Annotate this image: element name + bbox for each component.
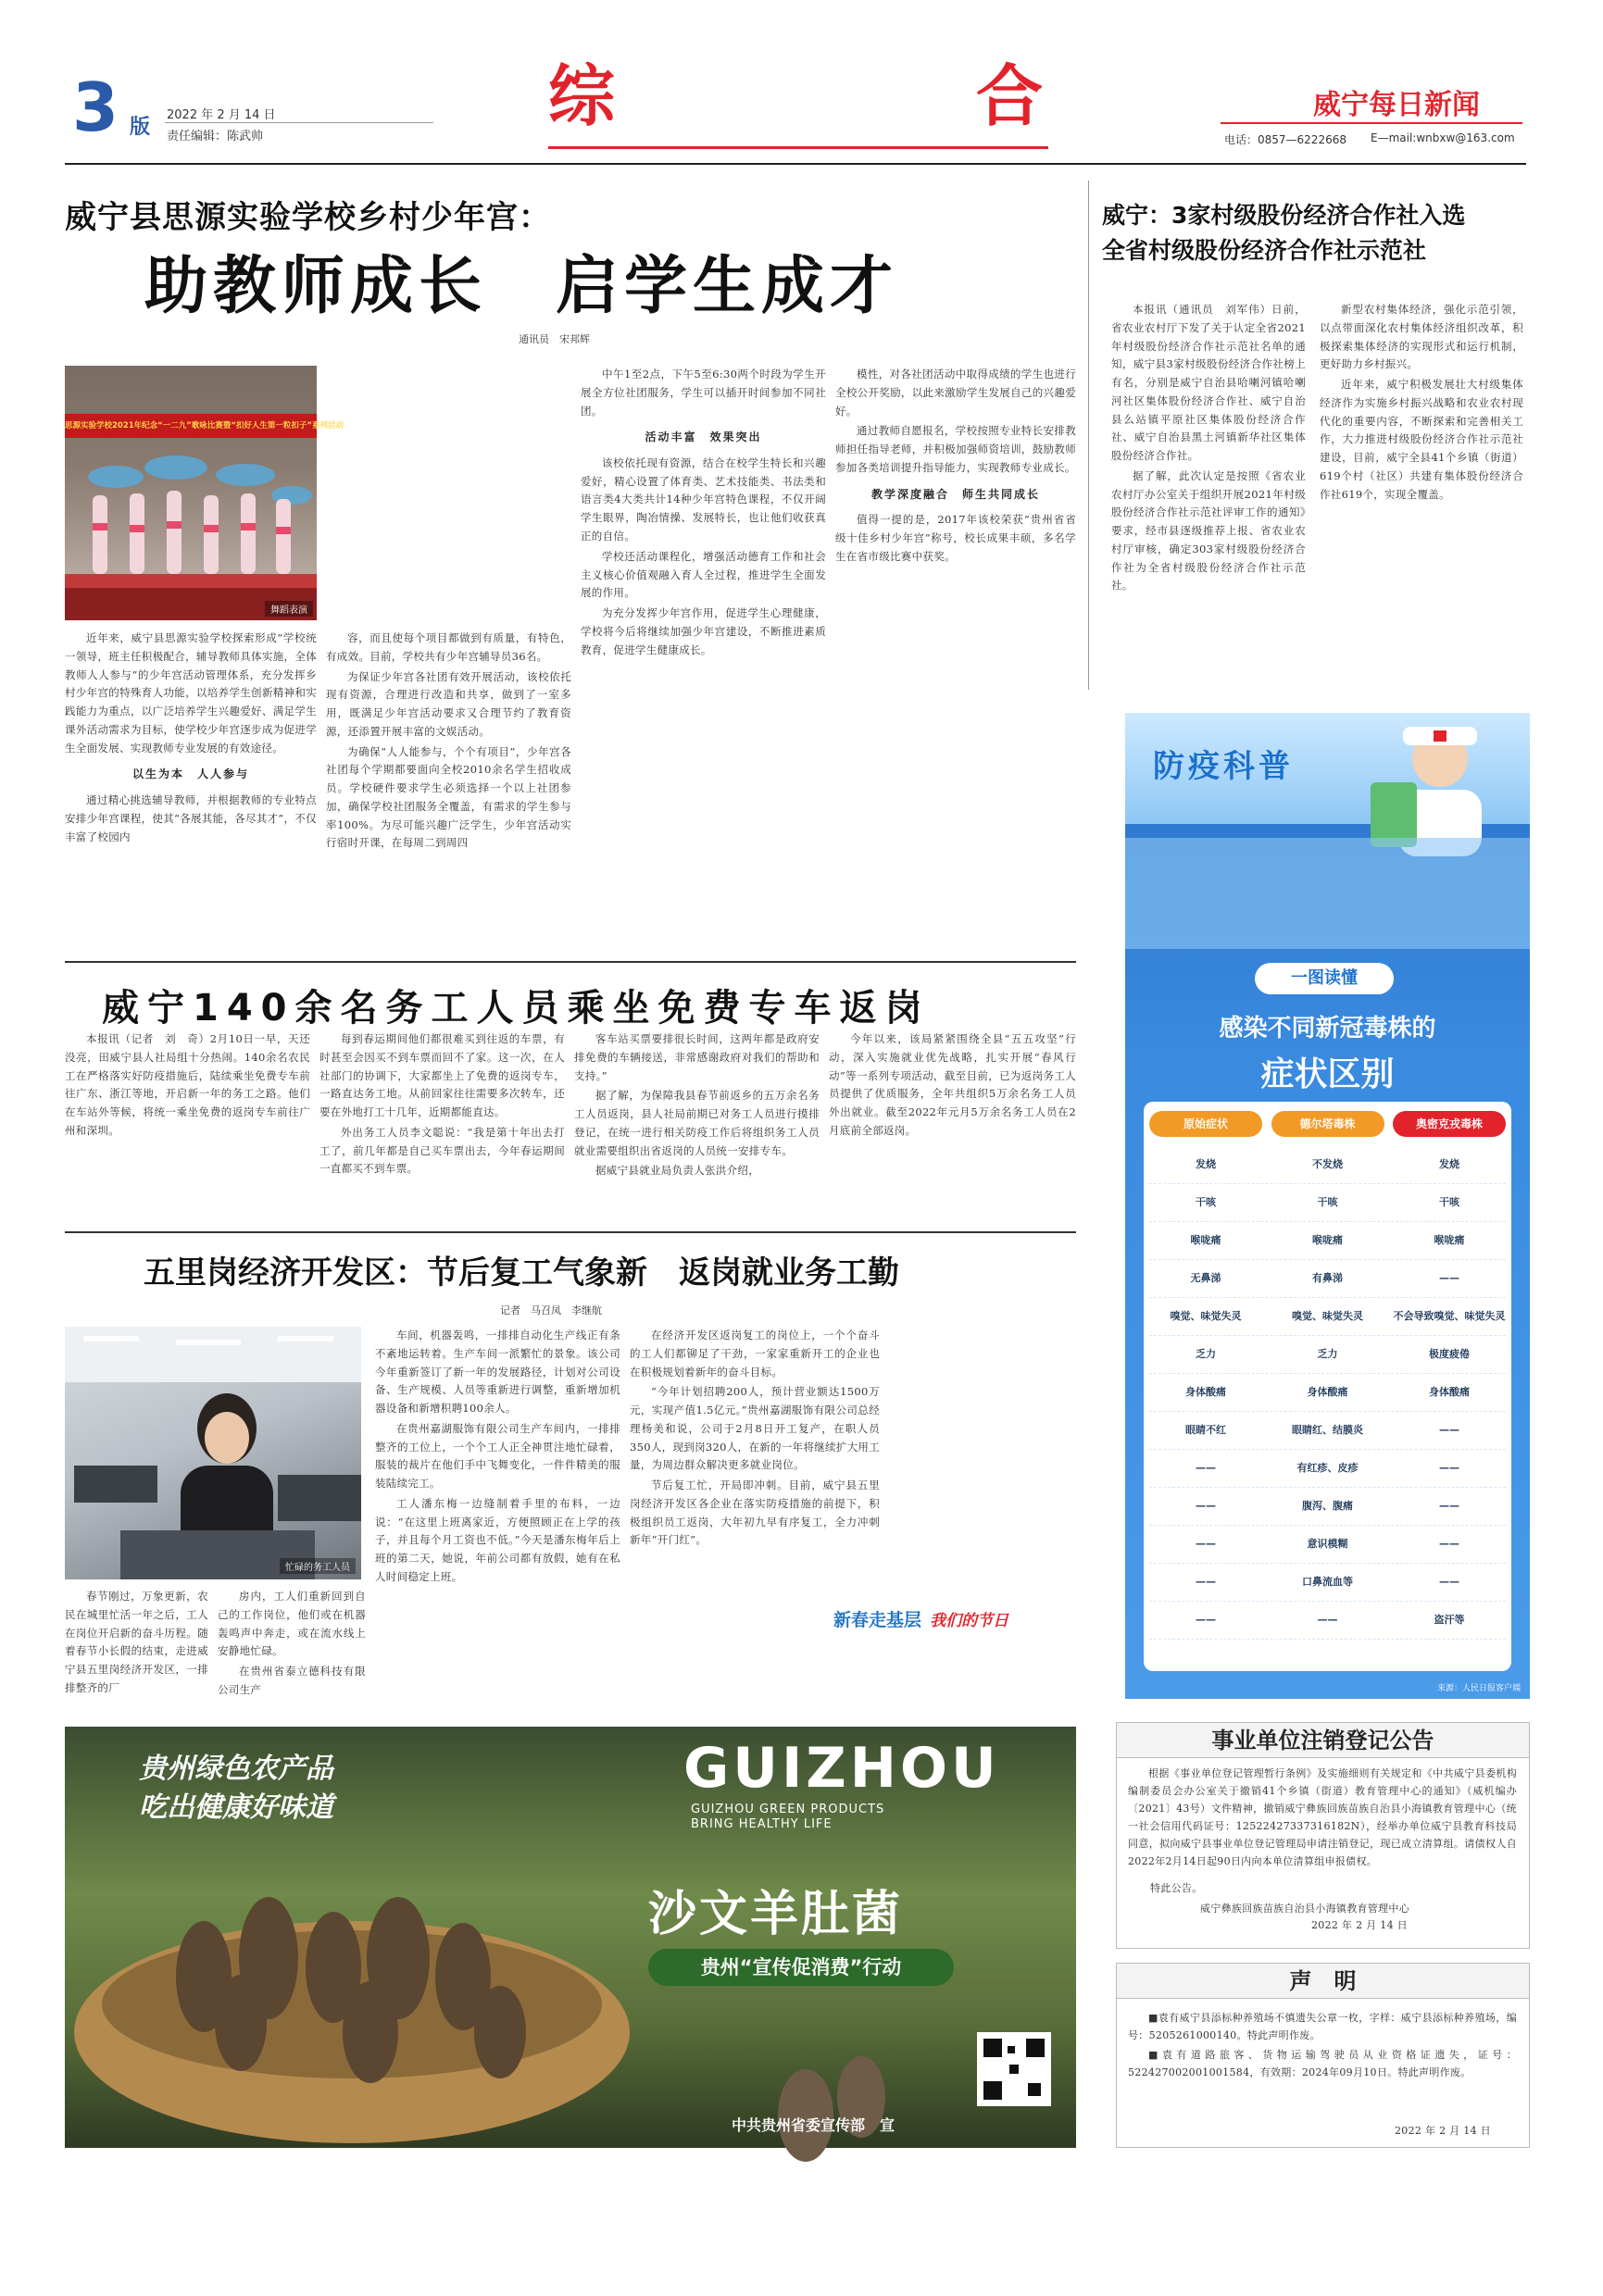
symptom-cell: —— (1439, 1272, 1459, 1285)
guizhou-ad-banner (65, 1727, 1076, 2148)
a1-column-4 (835, 366, 1076, 944)
paragraph: 据了解，此次认定是按照《省农业农村厅办公室关于组织开展2021年村级股份经济合作社示范社评审工作的通知》要求，经市县逐级推荐上报、省农业农村厅审核，确定303家村级股份经济合作社为全省村级股份经济合作社示范社。 (1111, 468, 1306, 593)
masthead-rule (65, 163, 1526, 165)
a4-column-4 (630, 1327, 880, 1604)
symptom-cell: 乏力 (1196, 1348, 1216, 1361)
a4-column-1 (65, 1588, 208, 1694)
symptom-cell: 嗅觉、味觉失灵 (1170, 1310, 1242, 1323)
paragraph: ■袁有威宁县添标种养殖场不慎遗失公章一枚，字样：威宁县添标种养殖场，编号：5205261000140。特此声明作废。 (1128, 2012, 1517, 2041)
a2-column-2 (1320, 301, 1523, 690)
symptom-cell: 意识模糊 (1307, 1538, 1348, 1551)
symptom-cell: 眼睛红、结膜炎 (1292, 1424, 1363, 1437)
paragraph: 容，而且使每个项目都做到有质量，有特色，有成效。目前，学校共有少年宫辅导员36名。 (326, 631, 571, 663)
masthead (0, 0, 1603, 167)
banner-brand: GUIZHOU (683, 1736, 1000, 1801)
a1-column-3 (581, 366, 826, 944)
photo-caption: 忙碌的务工人员 (280, 1558, 356, 1574)
symptom-cell: 发烧 (1196, 1158, 1216, 1171)
paper-name: 威宁每日新闻 (1313, 89, 1480, 121)
notice-date: 2022 年 2 月 14 日 (1311, 1919, 1408, 1931)
ad-heading-1: 感染不同新冠毒株的 (1219, 1015, 1436, 1042)
symptom-cell: —— (1196, 1462, 1216, 1475)
article-sixiang-school (65, 181, 1076, 949)
symptom-row (1149, 1298, 1506, 1336)
symptom-cell: —— (1196, 1576, 1216, 1589)
issue-date: 2022 年 2 月 14 日 (167, 108, 276, 122)
symptom-row (1149, 1222, 1506, 1260)
photo-banner: 思源实验学校2021年纪念“一二九”歌咏比赛暨“扣好人生第一粒扣子”系列活动 (65, 414, 317, 438)
paragraph: 房内，工人们重新回到自己的工作岗位，他们或在机器轰鸣声中奔走，或在流水线上安静地忙碌。 (218, 1590, 366, 1658)
deregistration-notice (1116, 1722, 1530, 1949)
paragraph: 为确保“人人能参与，个个有项目”，少年宫各社团每个学期都要面向全校2010余名学生招收成员。学校硬件要求学生必须选择一个以上社团参加，确保学校社团服务全覆盖，有需求的学生参与率100%。为尽可能兴趣广泛学生，少年宫活动实行宿时开课，在每周二到周四 (326, 744, 571, 850)
editor: 责任编辑：陈武帅 (167, 130, 264, 144)
paragraph: 工人潘东梅一边缝制着手里的布料，一边说：“在这里上班离家近，方便照顾正在上学的孩子，并且每个月工资也不低。”今天是潘东梅年后上班的第二天，她说，年前公司都有放假，她有在私人时间稳定上班。 (375, 1496, 620, 1583)
symptom-row (1149, 1374, 1506, 1412)
paragraph: 该校依托现有资源，结合在校学生特长和兴趣爱好，精心设置了体育类、艺术技能类、书法类和语言类4大类共计14种少年宫特色课程，不仅开阔学生眼界，陶冶情操、发展特长，也让他们收获真正的自信。 (581, 455, 826, 543)
symptom-cell: 发烧 (1439, 1158, 1459, 1171)
symptom-cell: —— (1196, 1538, 1216, 1551)
symptom-row (1149, 1260, 1506, 1298)
symptom-cell: 不发烧 (1312, 1158, 1343, 1171)
banner-brand-sub2: BRING HEALTHY LIFE (691, 1817, 833, 1831)
festival-badge (833, 1606, 1083, 1643)
symptom-cell: 干咳 (1317, 1196, 1338, 1209)
notice-org: 威宁彝族回族苗族自治县小海镇教育管理中心 (1200, 1903, 1409, 1915)
symptom-row (1149, 1488, 1506, 1526)
paragraph: “今年计划招聘200人，预计营业额达1500万元，实现产值1.5亿元。”贵州嘉湖服饰有限公司总经理杨美和说，公司于2月8日开工复产，在职人员350人，现到岗320人，在新的一年将继续扩大用工量，为周边群众解决更多就业岗位。 (630, 1385, 880, 1472)
symptom-cell: 乏力 (1317, 1348, 1338, 1361)
doctor-icon (1352, 718, 1519, 856)
paragraph: 外出务工人员李文聪说：“我是第十年出去打工了，前几年都是自己买车票出去，今年春运期间一直都买不到车票。 (319, 1125, 565, 1176)
banner-campaign: 贵州“宣传促消费”行动 (648, 1949, 954, 1986)
symptom-cell: 眼睛不红 (1185, 1424, 1226, 1437)
banner-script-1: 贵州绿色农产品 (139, 1753, 333, 1785)
symptom-cell: 有红疹、皮疹 (1296, 1462, 1359, 1475)
paragraph: 在经济开发区返岗复工的岗位上，一个个奋斗的工人们都铆足了干劲，一家家重新开工的企业也在积极规划着新年的奋斗目标。 (630, 1329, 880, 1379)
symptom-cell: 身体酸痛 (1429, 1386, 1470, 1399)
symptom-cell: 干咳 (1439, 1196, 1459, 1209)
column-header: 原始症状 (1149, 1111, 1262, 1137)
symptom-cell: 无鼻涕 (1190, 1272, 1221, 1285)
paragraph: 今年以来，该局紧紧围绕全县“五五攻坚”行动，深入实施就业优先战略，扎实开展“春风行动”等一系列专项活动，截至目前，已为返岗务工人员提供了优质服务，全年共组织5万余名务工人员外出就业。截至2022年元月5万余名务工人员在2月底前全部返岗。 (829, 1032, 1076, 1137)
notice-title: 声 明 (1117, 1964, 1529, 1999)
subhead: 以生为本 人人参与 (131, 767, 249, 781)
paragraph: 值得一提的是，2017年该校荣获“贵州省省级十佳乡村少年宫”称号，校长成果丰硕，多名学生在省市级比赛中获奖。 (835, 513, 1076, 563)
symptom-cell: 身体酸痛 (1185, 1386, 1226, 1399)
symptom-row (1149, 1602, 1506, 1640)
article-headline: 威宁：3家村级股份经济合作社入选 (1102, 202, 1466, 229)
paragraph: 在贵州省泰立德科技有限公司生产 (218, 1665, 366, 1696)
article-wuligang (65, 1236, 1076, 1696)
banner-product: 沙文羊肚菌 (648, 1886, 904, 1942)
workshop-illustration (65, 1327, 361, 1579)
paragraph: 本报讯（记者 刘 奇）2月10日一早，天还没亮，田威宁县人社局组十分热闹。140余名农民工在严格落实好防疫措施后，陆续乘坐免费专车前往广东、浙江等地，开启新一年的务工之路。他们在车站外等候，将统一乘坐免费的返岗专车前往广州和深圳。 (65, 1032, 310, 1137)
section-rule (548, 146, 1048, 149)
paragraph: 春节刚过，万象更新，农民在城里忙活一年之后，工人在岗位开启新的奋斗历程。随着春节小长假的结束，走进威宁县五里岗经济开发区，一排排整齐的厂 (65, 1590, 208, 1694)
divider (1088, 181, 1089, 690)
symptom-cell: 嗅觉、味觉失灵 (1292, 1310, 1363, 1323)
article-byline: 记者 马召凤 李继航 (500, 1304, 602, 1316)
symptom-cell: 干咳 (1196, 1196, 1216, 1209)
a3-column-4 (829, 1030, 1076, 1229)
a3-column-1 (65, 1030, 310, 1229)
ad-title: 防疫科普 (1153, 748, 1294, 785)
symptom-row (1149, 1526, 1506, 1564)
symptom-cell: 喉咙痛 (1190, 1234, 1221, 1247)
factory-photo (65, 1327, 361, 1579)
symptom-row (1149, 1146, 1506, 1184)
paragraph: 本报讯（通讯员 刘军伟）日前，省农业农村厅下发了关于认定全省2021年村级股份经济合作社示范社名单的通知，威宁县3家村级股份经济合作社榜上有名，分别是威宁自治县哈喇河镇哈喇河社区集体股份经济合作社、威宁自治县么站镇平原社区集体股份经济合作社、威宁自治县黑土河镇新华社区集体股份经济合作社。 (1111, 303, 1306, 463)
badge-label: 我们的节日 (930, 1612, 1009, 1630)
symptom-row (1149, 1412, 1506, 1450)
symptom-cell: —— (1439, 1462, 1459, 1475)
a3-column-3 (574, 1030, 820, 1229)
symptom-cell: —— (1196, 1500, 1216, 1513)
section-char-2: 合 (976, 57, 1044, 135)
symptom-cell: —— (1439, 1424, 1459, 1437)
a1-column-2 (326, 630, 571, 944)
symptom-row (1149, 1564, 1506, 1602)
column-header: 奥密克戎毒株 (1393, 1111, 1506, 1137)
paragraph: 近年来，威宁积极发展壮大村级集体经济作为实施乡村振兴战略和农业农村现代化的重要内容，不断探索和完善相关工作，大力推进村级股份经济合作社示范社建设，目前，威宁全县41个乡镇（街道）619个村（社区）共建有集体股份经济合作社619个，实现全覆盖。 (1320, 378, 1523, 501)
article-headline: 五里岗经济开发区：节后复工气象新 返岗就业务工勤 (144, 1254, 899, 1292)
covid-infographic (1125, 713, 1530, 1699)
symptom-cell: —— (1439, 1500, 1459, 1513)
paragraph: 节后复工忙，开局即冲刺。目前，威宁县五里岗经济开发区各企业在落实防疫措施的前提下，积极组织员工返岗，大年初九早有序复工，全力冲刺新年“开门红”。 (630, 1479, 880, 1547)
dancers-illustration (65, 440, 317, 620)
a1-column-1 (65, 630, 317, 944)
symptom-cell: 身体酸痛 (1307, 1386, 1348, 1399)
symptom-cell: 喉咙痛 (1434, 1234, 1465, 1247)
badge-label: 新春走基层 (833, 1610, 922, 1630)
photo-caption: 舞蹈表演 (265, 601, 313, 617)
paragraph: 据威宁县就业局负责人张洪介绍， (595, 1164, 759, 1178)
paragraph: 根据《事业单位登记管理暂行条例》及实施细则有关规定和《中共威宁县委机构编制委员会办公室关于撤销41个乡镇（街道）教育管理中心的通知》（威机编办〔2021〕43号）文件精神，撤销威宁彝族回族苗族自治县小海镇教育管理中心（统一社会信用代码证号：12522427337316182N），经举办单位威宁县教育科技局同意，拟向威宁县事业单位登记管理局申请注销登记，现已成立清算组。请债权人自2022年2月14日起90日内向本单位清算组申报债权。 (1128, 1767, 1517, 1867)
symptom-cell: 不会导致嗅觉、味觉失灵 (1393, 1310, 1506, 1323)
notice-body (1128, 2010, 1517, 2112)
subhead: 教学深度融合 师生共同成长 (870, 487, 1040, 501)
paragraph: ■袁有道路旅客、货物运输驾驶员从业资格证遗失，证号：522427002001001584，有效期：2024年09月10日。特此声明作废。 (1128, 2048, 1517, 2078)
symptom-cell: 盗汗等 (1434, 1614, 1465, 1627)
symptom-cell: —— (1196, 1614, 1216, 1627)
article-cooperatives (1102, 181, 1528, 699)
dance-photo (65, 366, 344, 620)
symptom-cell: 极度疲倦 (1429, 1348, 1470, 1361)
ad-source: 来源：人民日报客户端 (1436, 1684, 1521, 1693)
banner-sponsor: 中共贵州省委宣传部 宣 (732, 2116, 895, 2134)
paragraph: 中午1至2点，下午5至6:30两个时段为学生开展全方位社团服务，学生可以插开时间参加不同社团。 (581, 368, 826, 418)
symptom-table (1144, 1102, 1511, 1671)
subhead: 活动丰富 效果突出 (645, 430, 762, 444)
contact-email: E—mail:wnbxw@163.com (1371, 131, 1515, 144)
article-headline: 威宁140余名务工人员乘坐免费专车返岗 (102, 987, 931, 1029)
article-headline: 助教师成长 启学生成才 (144, 250, 899, 323)
column-header: 德尔塔毒株 (1271, 1111, 1384, 1137)
paragraph: 在贵州嘉湖服饰有限公司生产车间内，一排排整齐的工位上，一个个工人正全神贯注地忙碌着，服装的裁片在他们手中飞舞变化，一件件精美的服装陆续完工。 (375, 1421, 620, 1491)
paragraph: 新型农村集体经济，强化示范引领，以点带面深化农村集体经济组织改革，积极探索集体经济的实现形式和运行机制，更好助力乡村振兴。 (1320, 303, 1523, 371)
symptom-cell: 喉咙痛 (1312, 1234, 1343, 1247)
symptom-row (1149, 1450, 1506, 1488)
notice-date: 2022 年 2 月 14 日 (1395, 2125, 1491, 2137)
ad-heading-2: 症状区别 (1260, 1055, 1395, 1093)
notice-body (1128, 1766, 1517, 1877)
paragraph: 车间，机器轰鸣，一排排自动化生产线正有条不紊地运转着。生产车间一派繁忙的景象。该公司今年重新签订了新一年的发展路径，计划对公司设备、生产规模、人员等重新进行调整，重新增加机器设备和新增积聘100余人。 (375, 1329, 620, 1416)
statement-notice (1116, 1963, 1530, 2148)
contact-tel: 电话：0857—6222668 (1224, 133, 1346, 146)
symptom-cell: —— (1317, 1614, 1338, 1627)
page-number: 3 (72, 69, 119, 146)
ad-tag: 一图读懂 (1255, 963, 1394, 994)
paragraph: 通过教师自愿报名，学校按照专业特长安排教师担任指导老师，并积极加强师资培训，鼓励教师参加各类培训提升指导能力，实现教师专业成长。 (835, 424, 1076, 474)
symptom-cell: —— (1439, 1538, 1459, 1551)
paragraph: 每到春运期间他们都很难买到往返的车票，有时甚至会因买不到车票而回不了家。这一次，在人社部门的协调下，大家都坐上了免费的返岗专车，一路直达务工地。从前回家往往需要多次转车，还要在外地打工十几年，近期都能直达。 (319, 1032, 565, 1119)
paragraph: 为保证少年宫各社团有效开展活动，该校依托现有资源，合理进行改造和共享，做到了一室多用，既满足少年宫活动要求又合理节约了教育资源，还添置开展丰富的文娱活动。 (326, 669, 571, 738)
symptom-row (1149, 1184, 1506, 1222)
symptom-cell: 有鼻涕 (1312, 1272, 1343, 1285)
notice-title: 事业单位注销登记公告 (1117, 1723, 1529, 1758)
notice-note: 特此公告。 (1150, 1882, 1203, 1894)
banner-script-2: 吃出健康好味道 (139, 1791, 333, 1824)
symptom-cell: 口鼻流血等 (1302, 1576, 1353, 1589)
section-char-1: 综 (548, 57, 616, 135)
paragraph: 通过精心挑选辅导教师，并根据教师的专业特点安排少年宫课程，使其“各展其能，各尽其才”，不仅丰富了校园内 (65, 792, 317, 843)
banner-brand-sub1: GUIZHOU GREEN PRODUCTS (691, 1803, 885, 1816)
paragraph: 模性，对各社团活动中取得成绩的学生也进行全校公开奖励，以此来激励学生发展自己的兴趣爱好。 (835, 368, 1076, 418)
page-ban: 版 (130, 116, 151, 139)
paragraph: 学校还活动课程化，增强活动德育工作和社会主义核心价值观融入育人全过程，推进学生全面发展的作用。 (581, 549, 826, 600)
article-kicker: 威宁县思源实验学校乡村少年宫： (65, 199, 551, 236)
article-headline: 全省村级股份经济合作社示范社 (1102, 237, 1427, 264)
symptom-cell: —— (1439, 1576, 1459, 1589)
paragraph: 为充分发挥少年宫作用，促进学生心理健康，学校将今后将继续加强少年宫建设，不断推进素质教育，促进学生健康成长。 (581, 606, 826, 656)
a2-column-1 (1111, 301, 1306, 690)
a3-column-2 (319, 1030, 565, 1229)
article-byline: 通讯员 宋邦辉 (519, 333, 590, 345)
paragraph: 客车站买票要排很长时间，这两年都是政府安排免费的车辆接送，非常感谢政府对我们的帮助和支持。” (574, 1032, 820, 1082)
paragraph: 据了解，为保障我县春节前返乡的五万余名务工人员返岗，县人社局前期已对务工人员进行摸排登记，在统一进行相关防疫工作后将组织务工人员就业需要组织出省返岗的人员统一安排专车。 (574, 1089, 820, 1157)
symptom-rows (1149, 1146, 1506, 1640)
article-migrant-workers (65, 967, 1076, 1236)
symptom-row (1149, 1336, 1506, 1374)
paragraph: 近年来，威宁县思源实验学校探索形成“学校统一领导，班主任积极配合，辅导教师具体实施，全体教师人人参与”的少年宫活动管理体系，充分发挥乡村少年宫的特殊育人功能，以培养学生创新精神和实践能力为重点，以广泛培养学生兴趣爱好、满足学生课外活动需求为目标，使学校少年宫逐步成为促进学生全面发展、实现教师专业发展的有效途径。 (65, 631, 317, 755)
a4-column-2 (218, 1588, 366, 1696)
a4-column-3 (375, 1327, 620, 1678)
symptom-cell: 腹泻、腹痛 (1302, 1500, 1353, 1513)
